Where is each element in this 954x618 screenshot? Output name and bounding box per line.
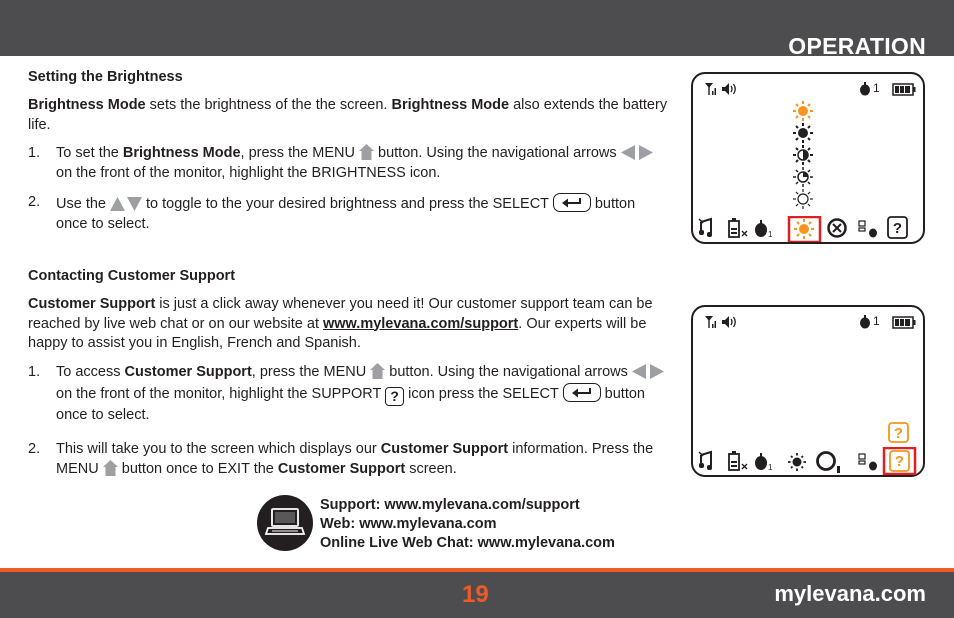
brightness-step-1: 1. To set the Brightness Mode, press the MENU button. Using the navigational arrows on the front of the monitor, highlight the BRIGHTNESS icon. [28,144,668,183]
lullaby-icon [699,219,712,237]
select-button-icon [553,193,591,212]
live-chat-line[interactable]: Online Live Web Chat: www.mylevana.com [320,535,615,551]
brightness-icon [794,219,814,239]
support-icon [890,451,909,471]
svg-text:?: ? [894,453,905,470]
menu-home-icon [359,144,374,160]
select-button-icon [563,383,601,402]
monitor-screen-brightness [691,72,925,244]
battery-icon [892,316,916,329]
brightness-levels [789,100,817,216]
camera-select-icon [755,453,773,472]
menu-home-icon [370,363,385,379]
pairing-icon [859,454,877,471]
camera-icon [859,82,871,96]
support-heading: Contacting Customer Support [28,268,236,284]
menu-icon-row [697,447,921,475]
support-step-2: 2. This will take you to the screen which displays our Customer Support information. Press the MENU button once to EXIT the Customer Support screen. [28,441,654,477]
support-link[interactable]: www.mylevana.com/support [323,315,519,332]
support-preview-icon [888,422,910,444]
brightness-icon [788,453,806,471]
brightness-intro: Brightness Mode sets the brightness of the the screen. Brightness Mode also extends the battery life. [28,97,668,133]
svg-text:?: ? [892,220,903,237]
section-title: OPERATION [788,33,926,59]
lullaby-icon [699,452,712,470]
zoom-icon [829,220,846,237]
left-right-arrows-icon [632,364,664,379]
page-number: 19 [462,581,489,608]
menu-icon-row [697,216,921,242]
zoom-icon [818,453,841,474]
menu-home-icon [103,460,118,476]
support-question-icon: ? [385,387,404,406]
pairing-icon [859,221,877,238]
support-contact-lines [320,496,615,553]
support-intro: Customer Support is just a click away whenever you need it! Our customer support team can be reached by live web chat or on our website at www.mylevana.com/support. Our experts will be happy to assist you in English, French and Spanish. [28,296,653,351]
svg-text:?: ? [893,425,904,442]
svg-text:1: 1 [768,230,773,239]
battery-settings-icon [729,218,747,237]
camera-number: 1 [873,314,880,328]
support-url-line[interactable]: Support: www.mylevana.com/support [320,497,580,513]
battery-icon [892,83,916,96]
support-step-1: 1. To access Customer Support, press the MENU button. Using the navigational arrows on the front of the monitor, highlight the SUPPORT ? icon press the SELECT button once to select. [28,363,668,425]
footer-website[interactable]: mylevana.com [774,581,926,606]
camera-icon [859,315,871,329]
camera-number: 1 [873,81,880,95]
laptop-icon [256,494,314,552]
left-right-arrows-icon [621,145,653,160]
support-icon [888,217,907,238]
signal-volume-icon [705,315,739,329]
monitor-screen-support [691,305,925,477]
svg-text:1: 1 [768,463,773,472]
signal-volume-icon [705,82,739,96]
brightness-heading: Setting the Brightness [28,69,183,85]
web-url-line[interactable]: Web: www.mylevana.com [320,516,497,532]
battery-settings-icon [729,451,747,470]
brightness-step-2: 2. Use the to toggle to the your desired brightness and press the SELECT button once to select. [28,194,636,232]
camera-select-icon [755,220,773,239]
header-bar [0,0,954,59]
up-down-arrows-icon [110,197,142,211]
